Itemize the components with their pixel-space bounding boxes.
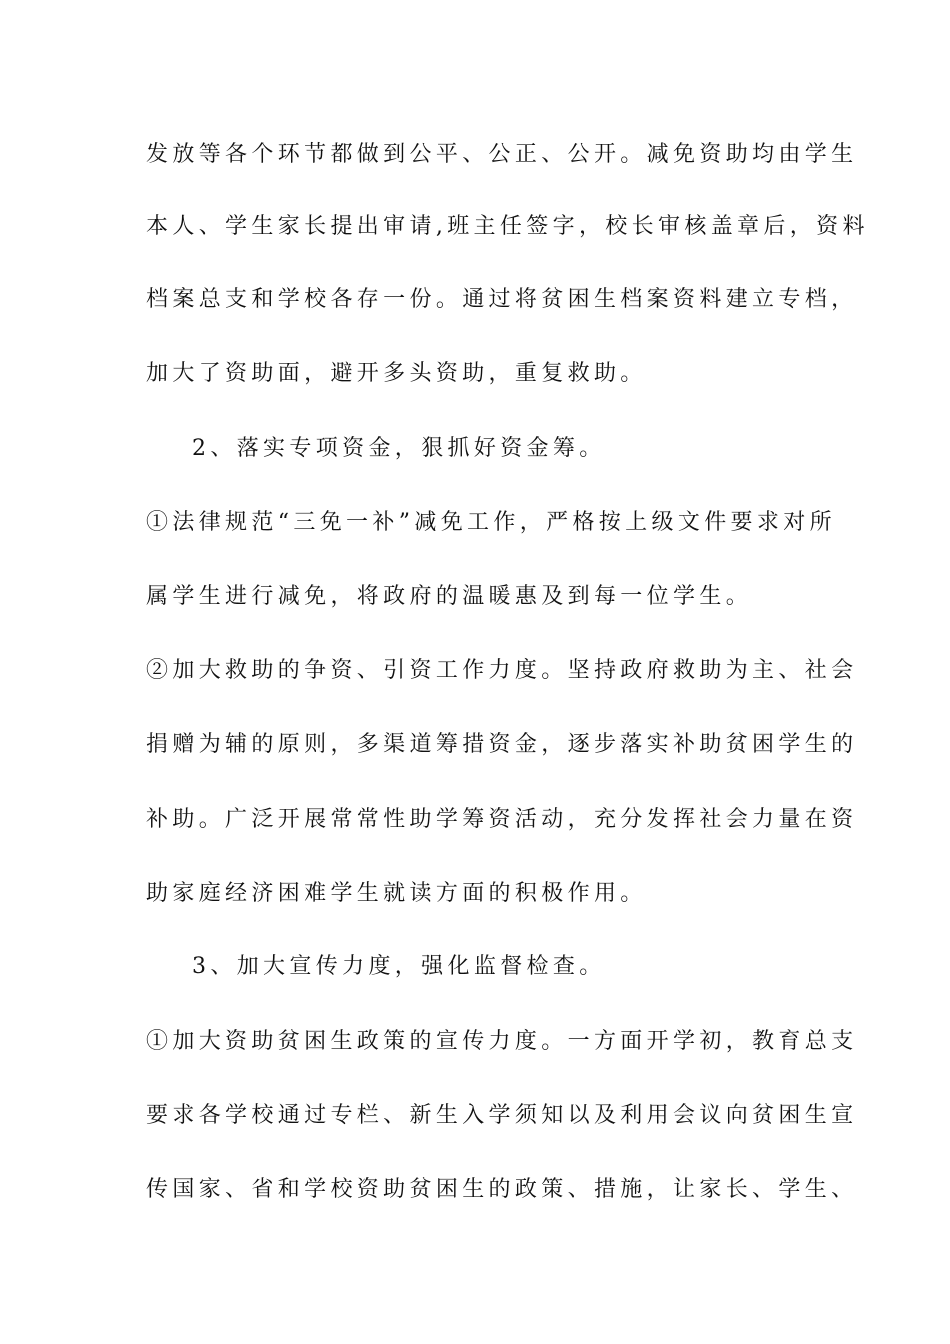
text-line: ①法律规范“三免一补”减免工作，严格按上级文件要求对所 — [146, 510, 836, 535]
text-line: 属学生进行减免，将政府的温暖惠及到每一位学生。 — [146, 584, 753, 609]
text-line: 档案总支和学校各存一份。通过将贫困生档案资料建立专档， — [146, 287, 858, 312]
text-line: ②加大救助的争资、引资工作力度。坚持政府救助为主、社会 — [146, 658, 858, 683]
text-line: 助家庭经济困难学生就读方面的积极作用。 — [146, 881, 647, 906]
text-line: ①加大资助贫困生政策的宣传力度。一方面开学初，教育总支 — [146, 1029, 858, 1054]
text-line: 要求各学校通过专栏、新生入学须知以及利用会议向贫困生宣 — [146, 1103, 858, 1128]
text-line: 传国家、省和学校资助贫困生的政策、措施，让家长、学生、 — [146, 1177, 858, 1202]
text-line: 捐赠为辅的原则，多渠道筹措资金，逐步落实补助贫困学生的 — [146, 732, 858, 757]
text-line: 加大了资助面，避开多头资助，重复救助。 — [146, 361, 647, 386]
section-heading: 3、加大宣传力度，强化监督检查。 — [192, 954, 606, 979]
text-line: 补助。广泛开展常常性助学筹资活动，充分发挥社会力量在资 — [146, 807, 858, 832]
section-heading: 2、落实专项资金，狠抓好资金筹。 — [192, 436, 606, 461]
text-line: 发放等各个环节都做到公平、公正、公开。减免资助均由学生 — [146, 142, 858, 167]
text-line: 本人、学生家长提出审请,班主任签字，校长审核盖章后，资料 — [146, 214, 869, 239]
